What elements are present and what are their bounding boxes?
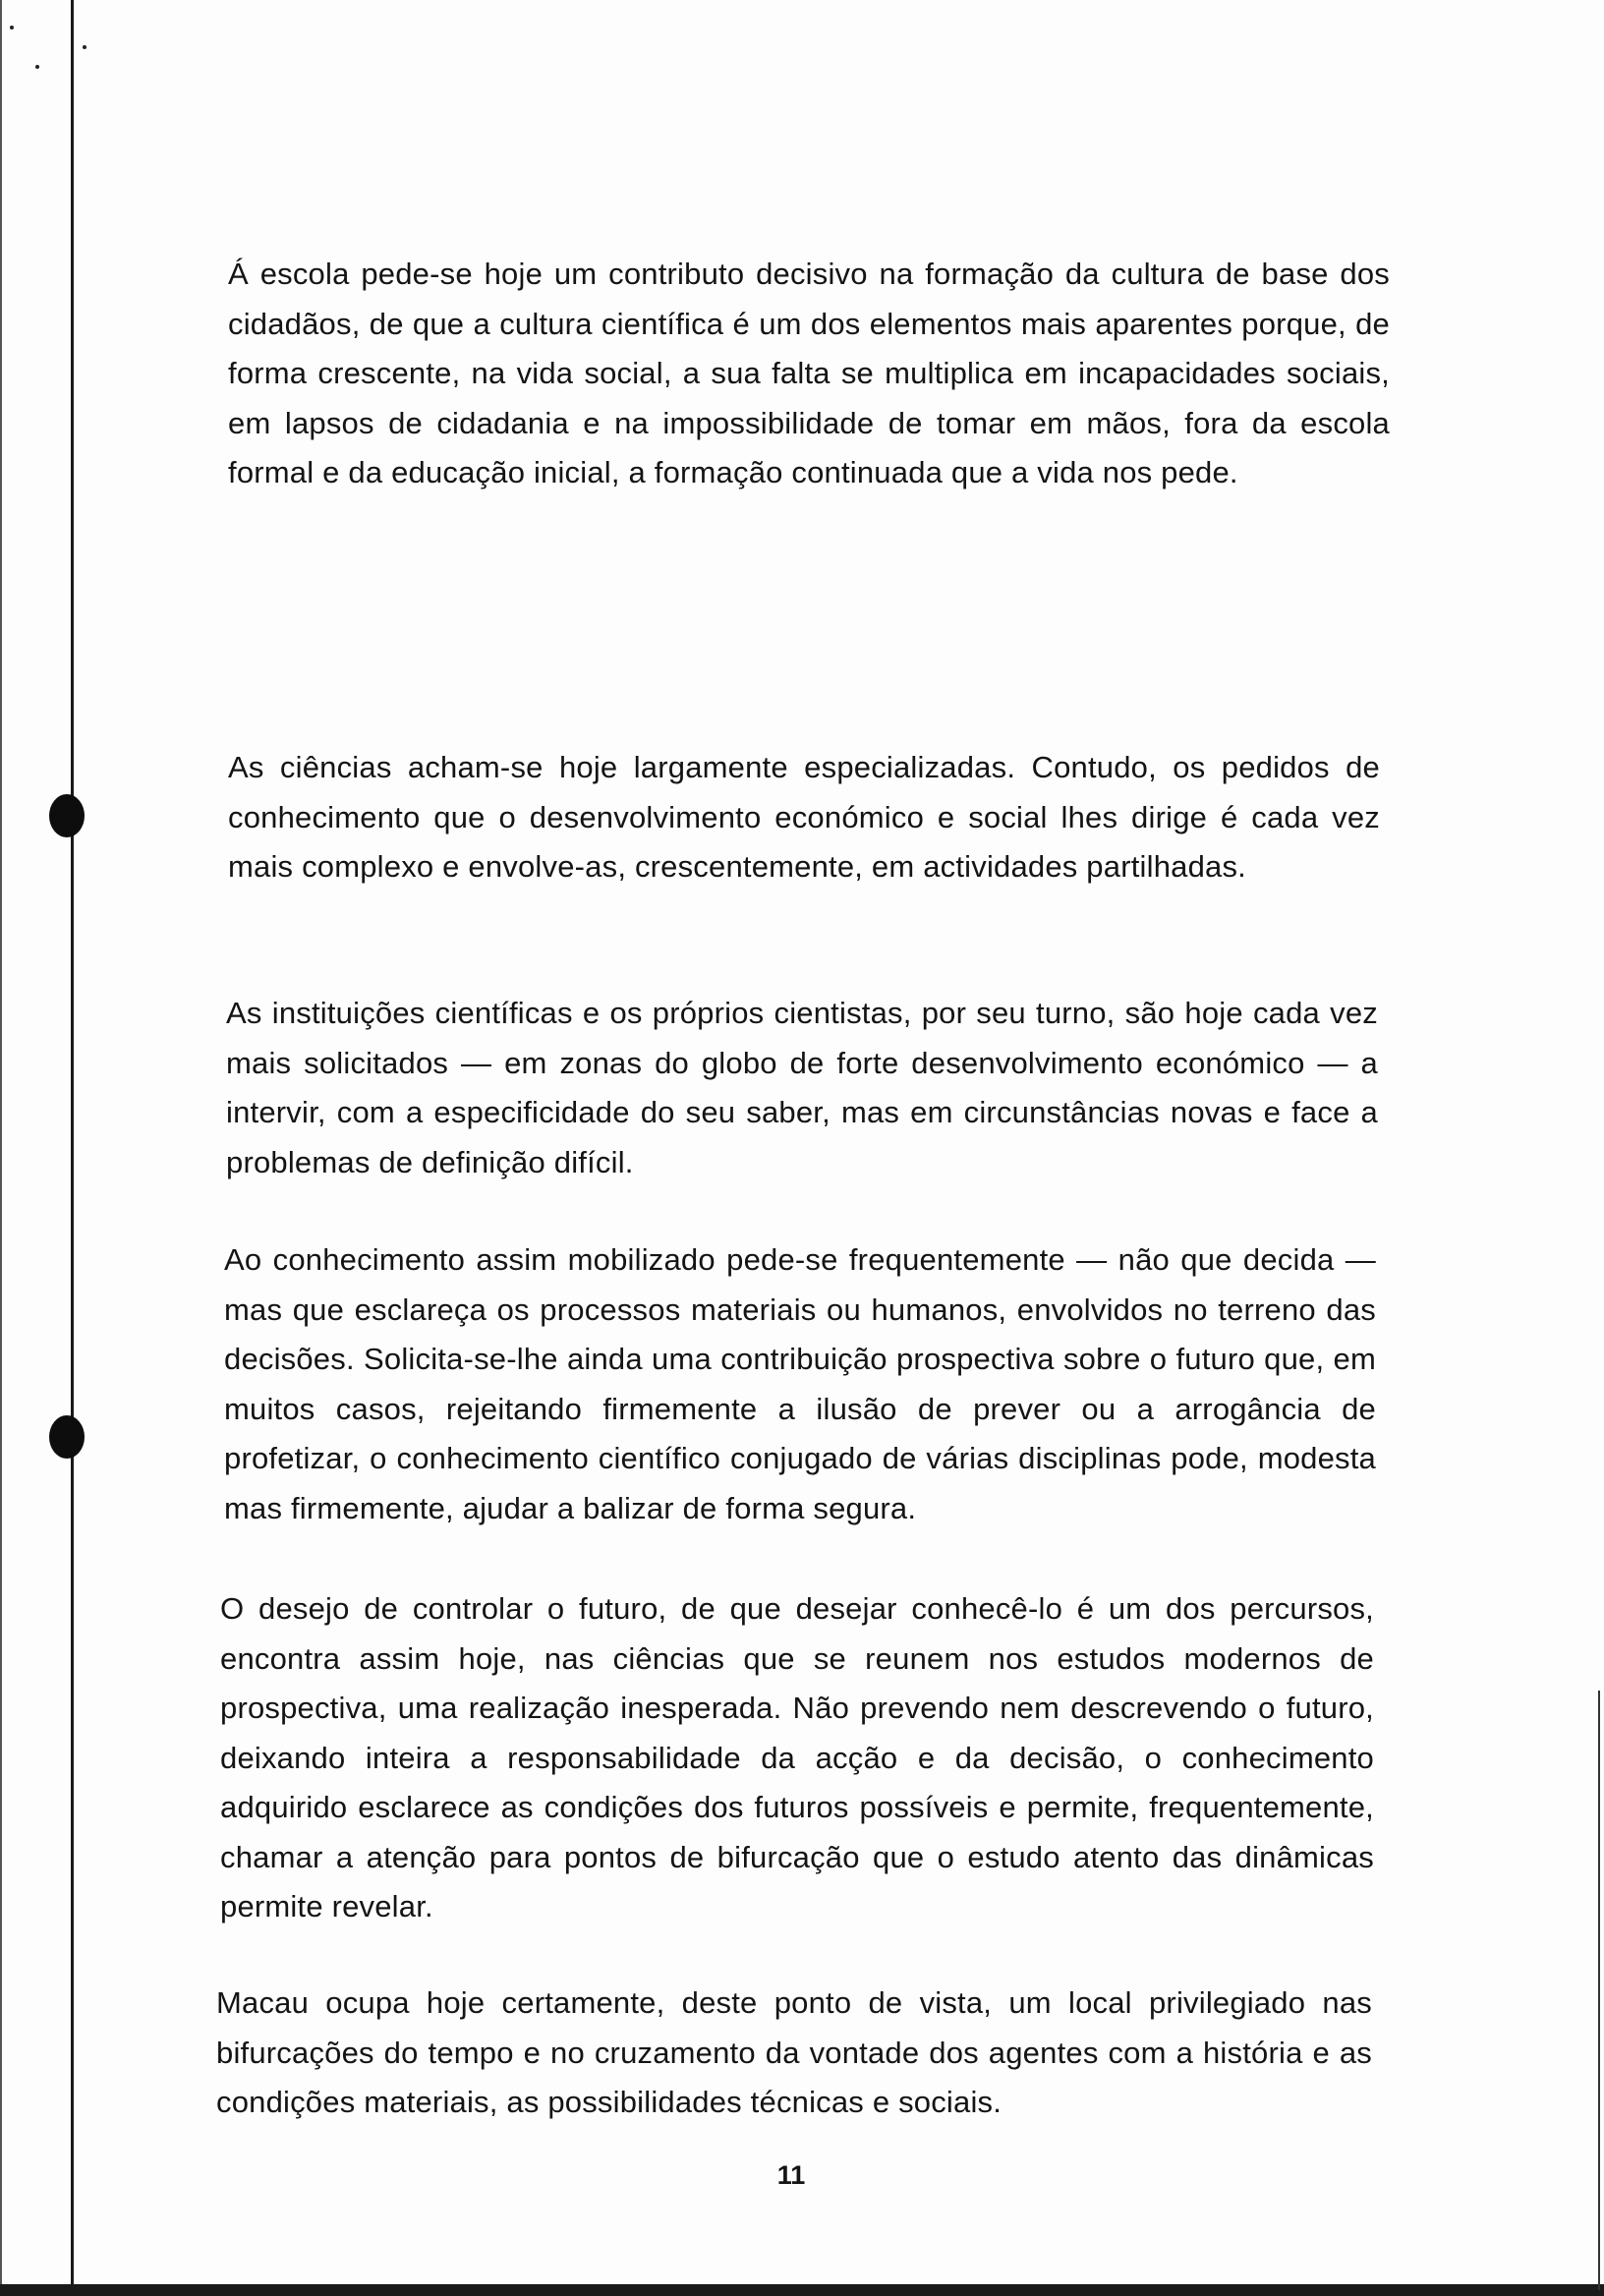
- punch-hole-lower: [49, 1415, 85, 1459]
- paragraph-4: Ao conhecimento assim mobilizado pede-se frequentemente — não que decida — mas que esclareça os processos materiais ou humanos, envolvidos no terreno das decisões. Solicita-se-lhe ainda uma contribuição prospectiva sobre o futuro que, em muitos casos, rejeitando firmemente a ilusão de prever ou a arrogância de profetizar, o conhecimento científico conjugado de várias disciplinas pode, modesta mas firmemente, ajudar a balizar de forma segura.: [224, 1242, 1376, 1525]
- page-bottom-edge: [0, 2284, 1604, 2296]
- paragraph-6: Macau ocupa hoje certamente, deste ponto de vista, um local privilegiado nas bifurcações do tempo e no cruzamento da vontade dos agentes com a história e as condições materiais, as possibilidades técnicas e sociais.: [216, 1985, 1372, 2119]
- punch-hole-upper: [49, 794, 85, 837]
- page-number: 11: [776, 2160, 806, 2190]
- scan-speck: [35, 65, 39, 69]
- scan-speck: [10, 26, 14, 29]
- paragraph-2: As ciências acham-se hoje largamente especializadas. Contudo, os pedidos de conhecimento que o desenvolvimento económico e social lhes dirige é cada vez mais complexo e envolve-as, crescentemente, em actividades partilhadas.: [228, 750, 1380, 884]
- paragraph-1: Á escola pede-se hoje um contributo decisivo na formação da cultura de base dos cidadãos, de que a cultura científica é um dos elementos mais aparentes porque, de forma crescente, na vida social, a sua falta se multiplica em incapacidades sociais, em lapsos de cidadania e na impossibilidade de tomar em mãos, fora da escola formal e da educação inicial, a formação continuada que a vida nos pede.: [228, 257, 1390, 489]
- paragraph-3: As instituições científicas e os próprios cientistas, por seu turno, são hoje cada vez mais solicitados — em zonas do globo de forte desenvolvimento económico — a intervir, com a especificidade do seu saber, mas em circunstâncias novas e face a problemas de definição difícil.: [226, 996, 1378, 1179]
- page-right-edge: [1598, 1691, 1600, 2290]
- paragraph-5: O desejo de controlar o futuro, de que desejar conhecê-lo é um dos percursos, encontra assim hoje, nas ciências que se reunem nos estudos modernos de prospectiva, uma realização inesperada. Não prevendo nem descrevendo o futuro, deixando inteira a responsabilidade da acção e da decisão, o conhecimento adquirido esclarece as condições dos futuros possíveis e permite, frequentemente, chamar a atenção para pontos de bifurcação que o estudo atento das dinâmicas permite revelar.: [220, 1591, 1374, 1923]
- scan-speck: [83, 45, 86, 49]
- page-edge-outer: [0, 0, 2, 2296]
- page-binding-edge: [71, 0, 74, 2296]
